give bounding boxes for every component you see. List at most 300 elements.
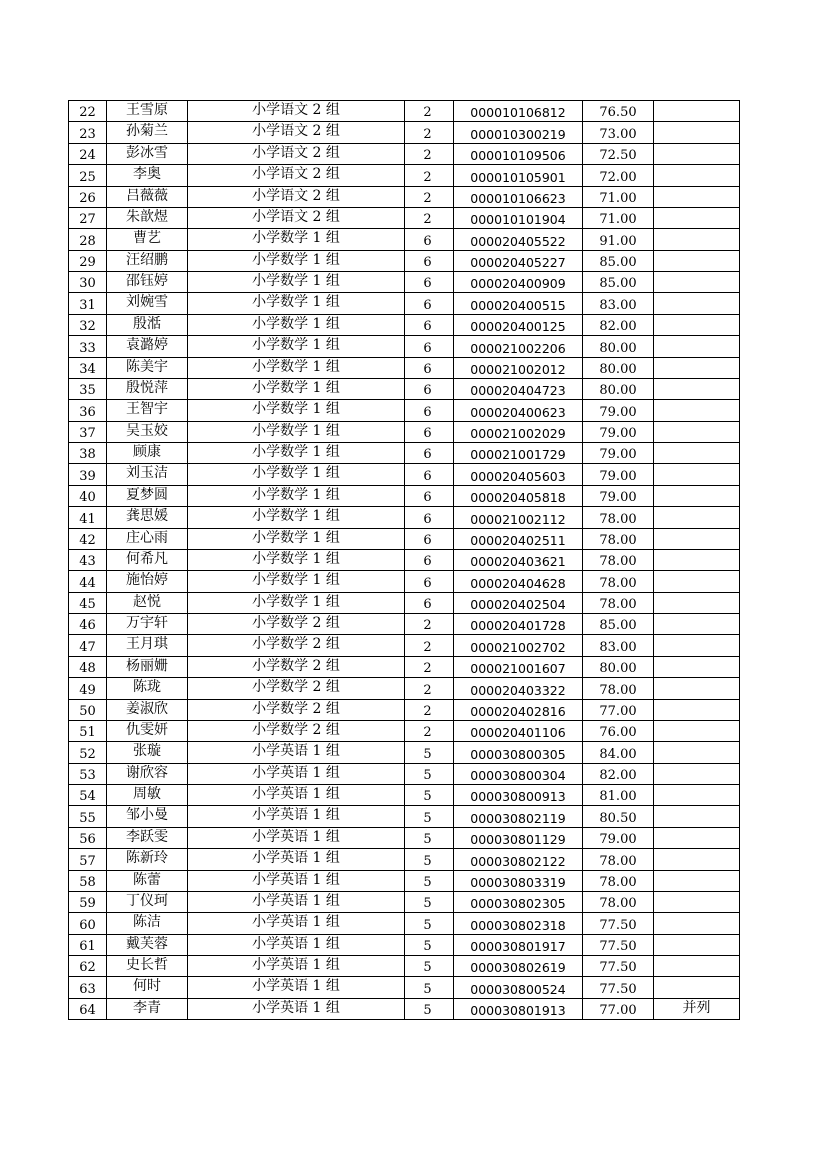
remark-cell <box>654 656 740 677</box>
exam-id-cell: 000030802619 <box>454 956 583 977</box>
row-number-cell: 34 <box>69 357 107 378</box>
score-table <box>68 100 740 1020</box>
candidate-name-cell: 赵悦 <box>107 592 188 613</box>
exam-id-cell: 000020404723 <box>454 378 583 399</box>
row-number-cell: 31 <box>69 293 107 314</box>
exam-id-cell: 000030802119 <box>454 806 583 827</box>
exam-id-cell: 000020405522 <box>454 229 583 250</box>
candidate-name-cell: 杨丽姗 <box>107 656 188 677</box>
table-row <box>69 229 740 250</box>
exam-id-cell: 000020401106 <box>454 720 583 741</box>
row-number-cell: 57 <box>69 849 107 870</box>
candidate-name-cell: 庄心雨 <box>107 528 188 549</box>
subject-group-cell: 小学语文 2 组 <box>188 186 405 207</box>
remark-cell <box>654 528 740 549</box>
candidate-name-cell: 刘玉洁 <box>107 464 188 485</box>
row-number-cell: 53 <box>69 763 107 784</box>
table-row <box>69 314 740 335</box>
quota-count-cell: 2 <box>405 143 454 164</box>
exam-id-cell: 000030801917 <box>454 934 583 955</box>
score-cell: 80.00 <box>583 336 654 357</box>
quota-count-cell: 5 <box>405 870 454 891</box>
score-cell: 71.00 <box>583 207 654 228</box>
remark-cell <box>654 293 740 314</box>
subject-group-cell: 小学数学 1 组 <box>188 592 405 613</box>
candidate-name-cell: 吕薇薇 <box>107 186 188 207</box>
candidate-name-cell: 施怡婷 <box>107 571 188 592</box>
row-number-cell: 54 <box>69 785 107 806</box>
table-row <box>69 763 740 784</box>
exam-id-cell: 000010106623 <box>454 186 583 207</box>
table-row <box>69 998 740 1019</box>
exam-id-cell: 000030802122 <box>454 849 583 870</box>
quota-count-cell: 2 <box>405 699 454 720</box>
subject-group-cell: 小学英语 1 组 <box>188 998 405 1019</box>
table-row <box>69 806 740 827</box>
score-cell: 78.00 <box>583 549 654 570</box>
row-number-cell: 27 <box>69 207 107 228</box>
quota-count-cell: 5 <box>405 806 454 827</box>
remark-cell <box>654 101 740 122</box>
score-cell: 80.50 <box>583 806 654 827</box>
score-cell: 78.00 <box>583 678 654 699</box>
table-row <box>69 400 740 421</box>
subject-group-cell: 小学数学 1 组 <box>188 293 405 314</box>
score-cell: 72.00 <box>583 165 654 186</box>
candidate-name-cell: 姜淑欣 <box>107 699 188 720</box>
candidate-name-cell: 张璇 <box>107 742 188 763</box>
remark-cell <box>654 421 740 442</box>
subject-group-cell: 小学数学 1 组 <box>188 378 405 399</box>
subject-group-cell: 小学语文 2 组 <box>188 207 405 228</box>
row-number-cell: 30 <box>69 272 107 293</box>
candidate-name-cell: 陈洁 <box>107 913 188 934</box>
candidate-name-cell: 袁潞婷 <box>107 336 188 357</box>
score-cell: 76.50 <box>583 101 654 122</box>
quota-count-cell: 2 <box>405 122 454 143</box>
score-cell: 79.00 <box>583 443 654 464</box>
quota-count-cell: 2 <box>405 207 454 228</box>
quota-count-cell: 5 <box>405 827 454 848</box>
exam-id-cell: 000020402511 <box>454 528 583 549</box>
score-cell: 72.50 <box>583 143 654 164</box>
remark-cell <box>654 913 740 934</box>
score-cell: 77.00 <box>583 699 654 720</box>
score-cell: 83.00 <box>583 635 654 656</box>
score-cell: 78.00 <box>583 891 654 912</box>
candidate-name-cell: 李跃雯 <box>107 827 188 848</box>
quota-count-cell: 5 <box>405 763 454 784</box>
table-row <box>69 250 740 271</box>
remark-cell <box>654 827 740 848</box>
score-cell: 80.00 <box>583 357 654 378</box>
score-cell: 85.00 <box>583 272 654 293</box>
subject-group-cell: 小学语文 2 组 <box>188 122 405 143</box>
exam-id-cell: 000030802318 <box>454 913 583 934</box>
table-row <box>69 186 740 207</box>
exam-id-cell: 000030803319 <box>454 870 583 891</box>
candidate-name-cell: 曹艺 <box>107 229 188 250</box>
score-cell: 82.00 <box>583 314 654 335</box>
exam-id-cell: 000021002012 <box>454 357 583 378</box>
exam-id-cell: 000020400623 <box>454 400 583 421</box>
candidate-name-cell: 吴玉姣 <box>107 421 188 442</box>
table-row <box>69 699 740 720</box>
row-number-cell: 37 <box>69 421 107 442</box>
remark-cell <box>654 549 740 570</box>
subject-group-cell: 小学数学 2 组 <box>188 635 405 656</box>
quota-count-cell: 5 <box>405 785 454 806</box>
score-cell: 78.00 <box>583 528 654 549</box>
row-number-cell: 55 <box>69 806 107 827</box>
candidate-name-cell: 谢欣容 <box>107 763 188 784</box>
quota-count-cell: 2 <box>405 101 454 122</box>
table-row <box>69 849 740 870</box>
candidate-name-cell: 龚思媛 <box>107 507 188 528</box>
candidate-name-cell: 殷悦萍 <box>107 378 188 399</box>
exam-id-cell: 000030801913 <box>454 998 583 1019</box>
table-row <box>69 443 740 464</box>
row-number-cell: 28 <box>69 229 107 250</box>
subject-group-cell: 小学语文 2 组 <box>188 101 405 122</box>
quota-count-cell: 5 <box>405 913 454 934</box>
table-row <box>69 464 740 485</box>
subject-group-cell: 小学数学 1 组 <box>188 485 405 506</box>
table-row <box>69 549 740 570</box>
row-number-cell: 23 <box>69 122 107 143</box>
row-number-cell: 38 <box>69 443 107 464</box>
quota-count-cell: 6 <box>405 421 454 442</box>
candidate-name-cell: 朱歆煜 <box>107 207 188 228</box>
subject-group-cell: 小学数学 1 组 <box>188 571 405 592</box>
table-row <box>69 827 740 848</box>
exam-id-cell: 000030802305 <box>454 891 583 912</box>
table-row <box>69 336 740 357</box>
remark-cell <box>654 314 740 335</box>
row-number-cell: 33 <box>69 336 107 357</box>
remark-cell <box>654 272 740 293</box>
score-cell: 85.00 <box>583 250 654 271</box>
subject-group-cell: 小学数学 1 组 <box>188 357 405 378</box>
score-cell: 79.00 <box>583 827 654 848</box>
exam-id-cell: 000020402504 <box>454 592 583 613</box>
subject-group-cell: 小学数学 2 组 <box>188 656 405 677</box>
remark-cell <box>654 785 740 806</box>
candidate-name-cell: 邵钰婷 <box>107 272 188 293</box>
candidate-name-cell: 李奥 <box>107 165 188 186</box>
table-row <box>69 913 740 934</box>
subject-group-cell: 小学数学 1 组 <box>188 336 405 357</box>
remark-cell <box>654 977 740 998</box>
table-row <box>69 272 740 293</box>
score-cell: 80.00 <box>583 378 654 399</box>
subject-group-cell: 小学数学 1 组 <box>188 272 405 293</box>
row-number-cell: 62 <box>69 956 107 977</box>
exam-id-cell: 000010300219 <box>454 122 583 143</box>
remark-cell <box>654 122 740 143</box>
remark-cell <box>654 443 740 464</box>
subject-group-cell: 小学英语 1 组 <box>188 806 405 827</box>
score-cell: 78.00 <box>583 507 654 528</box>
subject-group-cell: 小学语文 2 组 <box>188 143 405 164</box>
candidate-name-cell: 陈美宇 <box>107 357 188 378</box>
row-number-cell: 43 <box>69 549 107 570</box>
quota-count-cell: 2 <box>405 614 454 635</box>
score-cell: 78.00 <box>583 592 654 613</box>
subject-group-cell: 小学数学 1 组 <box>188 229 405 250</box>
subject-group-cell: 小学数学 1 组 <box>188 400 405 421</box>
table-row <box>69 421 740 442</box>
table-row <box>69 485 740 506</box>
candidate-name-cell: 陈珑 <box>107 678 188 699</box>
subject-group-cell: 小学英语 1 组 <box>188 742 405 763</box>
remark-cell <box>654 891 740 912</box>
candidate-name-cell: 丁仪珂 <box>107 891 188 912</box>
quota-count-cell: 6 <box>405 229 454 250</box>
candidate-name-cell: 王雪原 <box>107 101 188 122</box>
quota-count-cell: 5 <box>405 998 454 1019</box>
quota-count-cell: 2 <box>405 165 454 186</box>
exam-id-cell: 000021002029 <box>454 421 583 442</box>
exam-id-cell: 000020403322 <box>454 678 583 699</box>
row-number-cell: 51 <box>69 720 107 741</box>
exam-id-cell: 000020401728 <box>454 614 583 635</box>
exam-id-cell: 000030800913 <box>454 785 583 806</box>
candidate-name-cell: 陈蕾 <box>107 870 188 891</box>
exam-id-cell: 000010105901 <box>454 165 583 186</box>
exam-id-cell: 000021001729 <box>454 443 583 464</box>
score-cell: 84.00 <box>583 742 654 763</box>
candidate-name-cell: 何时 <box>107 977 188 998</box>
remark-cell <box>654 678 740 699</box>
subject-group-cell: 小学数学 1 组 <box>188 528 405 549</box>
subject-group-cell: 小学数学 2 组 <box>188 614 405 635</box>
quota-count-cell: 5 <box>405 742 454 763</box>
exam-id-cell: 000020400909 <box>454 272 583 293</box>
exam-id-cell: 000021002112 <box>454 507 583 528</box>
subject-group-cell: 小学数学 1 组 <box>188 549 405 570</box>
table-row <box>69 293 740 314</box>
table-row <box>69 357 740 378</box>
table-row <box>69 656 740 677</box>
quota-count-cell: 6 <box>405 336 454 357</box>
exam-id-cell: 000020402816 <box>454 699 583 720</box>
quota-count-cell: 2 <box>405 678 454 699</box>
quota-count-cell: 6 <box>405 464 454 485</box>
subject-group-cell: 小学英语 1 组 <box>188 785 405 806</box>
score-cell: 91.00 <box>583 229 654 250</box>
remark-cell: 并列 <box>654 998 740 1019</box>
quota-count-cell: 6 <box>405 293 454 314</box>
candidate-name-cell: 刘婉雪 <box>107 293 188 314</box>
remark-cell <box>654 186 740 207</box>
table-row <box>69 891 740 912</box>
quota-count-cell: 6 <box>405 357 454 378</box>
subject-group-cell: 小学英语 1 组 <box>188 763 405 784</box>
exam-id-cell: 000020400515 <box>454 293 583 314</box>
row-number-cell: 22 <box>69 101 107 122</box>
remark-cell <box>654 956 740 977</box>
candidate-name-cell: 汪绍鹏 <box>107 250 188 271</box>
quota-count-cell: 6 <box>405 400 454 421</box>
remark-cell <box>654 635 740 656</box>
exam-id-cell: 000030800305 <box>454 742 583 763</box>
quota-count-cell: 6 <box>405 314 454 335</box>
quota-count-cell: 6 <box>405 250 454 271</box>
candidate-name-cell: 万宇轩 <box>107 614 188 635</box>
table-row <box>69 635 740 656</box>
table-row <box>69 870 740 891</box>
row-number-cell: 32 <box>69 314 107 335</box>
score-cell: 78.00 <box>583 571 654 592</box>
row-number-cell: 64 <box>69 998 107 1019</box>
candidate-name-cell: 李青 <box>107 998 188 1019</box>
row-number-cell: 58 <box>69 870 107 891</box>
quota-count-cell: 6 <box>405 378 454 399</box>
subject-group-cell: 小学数学 1 组 <box>188 464 405 485</box>
table-row <box>69 614 740 635</box>
row-number-cell: 46 <box>69 614 107 635</box>
quota-count-cell: 2 <box>405 720 454 741</box>
quota-count-cell: 6 <box>405 507 454 528</box>
exam-id-cell: 000020404628 <box>454 571 583 592</box>
candidate-name-cell: 夏梦圆 <box>107 485 188 506</box>
candidate-name-cell: 殷湉 <box>107 314 188 335</box>
subject-group-cell: 小学数学 2 组 <box>188 699 405 720</box>
subject-group-cell: 小学数学 1 组 <box>188 443 405 464</box>
candidate-name-cell: 陈新玲 <box>107 849 188 870</box>
row-number-cell: 44 <box>69 571 107 592</box>
quota-count-cell: 6 <box>405 549 454 570</box>
row-number-cell: 61 <box>69 934 107 955</box>
row-number-cell: 45 <box>69 592 107 613</box>
remark-cell <box>654 763 740 784</box>
quota-count-cell: 6 <box>405 528 454 549</box>
subject-group-cell: 小学英语 1 组 <box>188 977 405 998</box>
score-cell: 79.00 <box>583 464 654 485</box>
subject-group-cell: 小学数学 2 组 <box>188 720 405 741</box>
remark-cell <box>654 378 740 399</box>
score-cell: 78.00 <box>583 870 654 891</box>
row-number-cell: 24 <box>69 143 107 164</box>
exam-id-cell: 000020405227 <box>454 250 583 271</box>
row-number-cell: 26 <box>69 186 107 207</box>
exam-id-cell: 000030801129 <box>454 827 583 848</box>
exam-id-cell: 000020403621 <box>454 549 583 570</box>
score-cell: 73.00 <box>583 122 654 143</box>
score-cell: 76.00 <box>583 720 654 741</box>
remark-cell <box>654 806 740 827</box>
candidate-name-cell: 仇雯妍 <box>107 720 188 741</box>
remark-cell <box>654 934 740 955</box>
row-number-cell: 49 <box>69 678 107 699</box>
candidate-name-cell: 顾康 <box>107 443 188 464</box>
remark-cell <box>654 229 740 250</box>
remark-cell <box>654 592 740 613</box>
remark-cell <box>654 507 740 528</box>
score-cell: 79.00 <box>583 400 654 421</box>
remark-cell <box>654 165 740 186</box>
row-number-cell: 39 <box>69 464 107 485</box>
table-row <box>69 143 740 164</box>
subject-group-cell: 小学数学 1 组 <box>188 421 405 442</box>
subject-group-cell: 小学英语 1 组 <box>188 870 405 891</box>
row-number-cell: 50 <box>69 699 107 720</box>
exam-id-cell: 000021001607 <box>454 656 583 677</box>
remark-cell <box>654 357 740 378</box>
candidate-name-cell: 周敏 <box>107 785 188 806</box>
remark-cell <box>654 571 740 592</box>
table-row <box>69 101 740 122</box>
remark-cell <box>654 485 740 506</box>
score-cell: 77.50 <box>583 934 654 955</box>
candidate-name-cell: 史长哲 <box>107 956 188 977</box>
quota-count-cell: 6 <box>405 571 454 592</box>
table-row <box>69 378 740 399</box>
score-cell: 83.00 <box>583 293 654 314</box>
row-number-cell: 29 <box>69 250 107 271</box>
quota-count-cell: 2 <box>405 186 454 207</box>
table-row <box>69 207 740 228</box>
exam-id-cell: 000010109506 <box>454 143 583 164</box>
row-number-cell: 40 <box>69 485 107 506</box>
quota-count-cell: 6 <box>405 485 454 506</box>
row-number-cell: 63 <box>69 977 107 998</box>
quota-count-cell: 5 <box>405 891 454 912</box>
candidate-name-cell: 王月琪 <box>107 635 188 656</box>
table-row <box>69 165 740 186</box>
candidate-name-cell: 邹小曼 <box>107 806 188 827</box>
table-body <box>69 101 740 1020</box>
score-cell: 78.00 <box>583 849 654 870</box>
row-number-cell: 42 <box>69 528 107 549</box>
row-number-cell: 48 <box>69 656 107 677</box>
subject-group-cell: 小学数学 1 组 <box>188 314 405 335</box>
quota-count-cell: 6 <box>405 443 454 464</box>
row-number-cell: 56 <box>69 827 107 848</box>
remark-cell <box>654 143 740 164</box>
score-cell: 77.50 <box>583 956 654 977</box>
table-row <box>69 720 740 741</box>
remark-cell <box>654 849 740 870</box>
table-row <box>69 571 740 592</box>
score-cell: 85.00 <box>583 614 654 635</box>
row-number-cell: 41 <box>69 507 107 528</box>
subject-group-cell: 小学英语 1 组 <box>188 827 405 848</box>
quota-count-cell: 5 <box>405 849 454 870</box>
exam-id-cell: 000020400125 <box>454 314 583 335</box>
remark-cell <box>654 464 740 485</box>
table-row <box>69 977 740 998</box>
quota-count-cell: 2 <box>405 635 454 656</box>
table-row <box>69 528 740 549</box>
subject-group-cell: 小学数学 1 组 <box>188 250 405 271</box>
score-cell: 77.50 <box>583 977 654 998</box>
row-number-cell: 36 <box>69 400 107 421</box>
candidate-name-cell: 戴芙蓉 <box>107 934 188 955</box>
row-number-cell: 52 <box>69 742 107 763</box>
table-row <box>69 956 740 977</box>
remark-cell <box>654 870 740 891</box>
table-row <box>69 785 740 806</box>
table-row <box>69 678 740 699</box>
remark-cell <box>654 742 740 763</box>
quota-count-cell: 2 <box>405 656 454 677</box>
score-cell: 79.00 <box>583 421 654 442</box>
candidate-name-cell: 王智宇 <box>107 400 188 421</box>
quota-count-cell: 5 <box>405 934 454 955</box>
exam-id-cell: 000021002702 <box>454 635 583 656</box>
